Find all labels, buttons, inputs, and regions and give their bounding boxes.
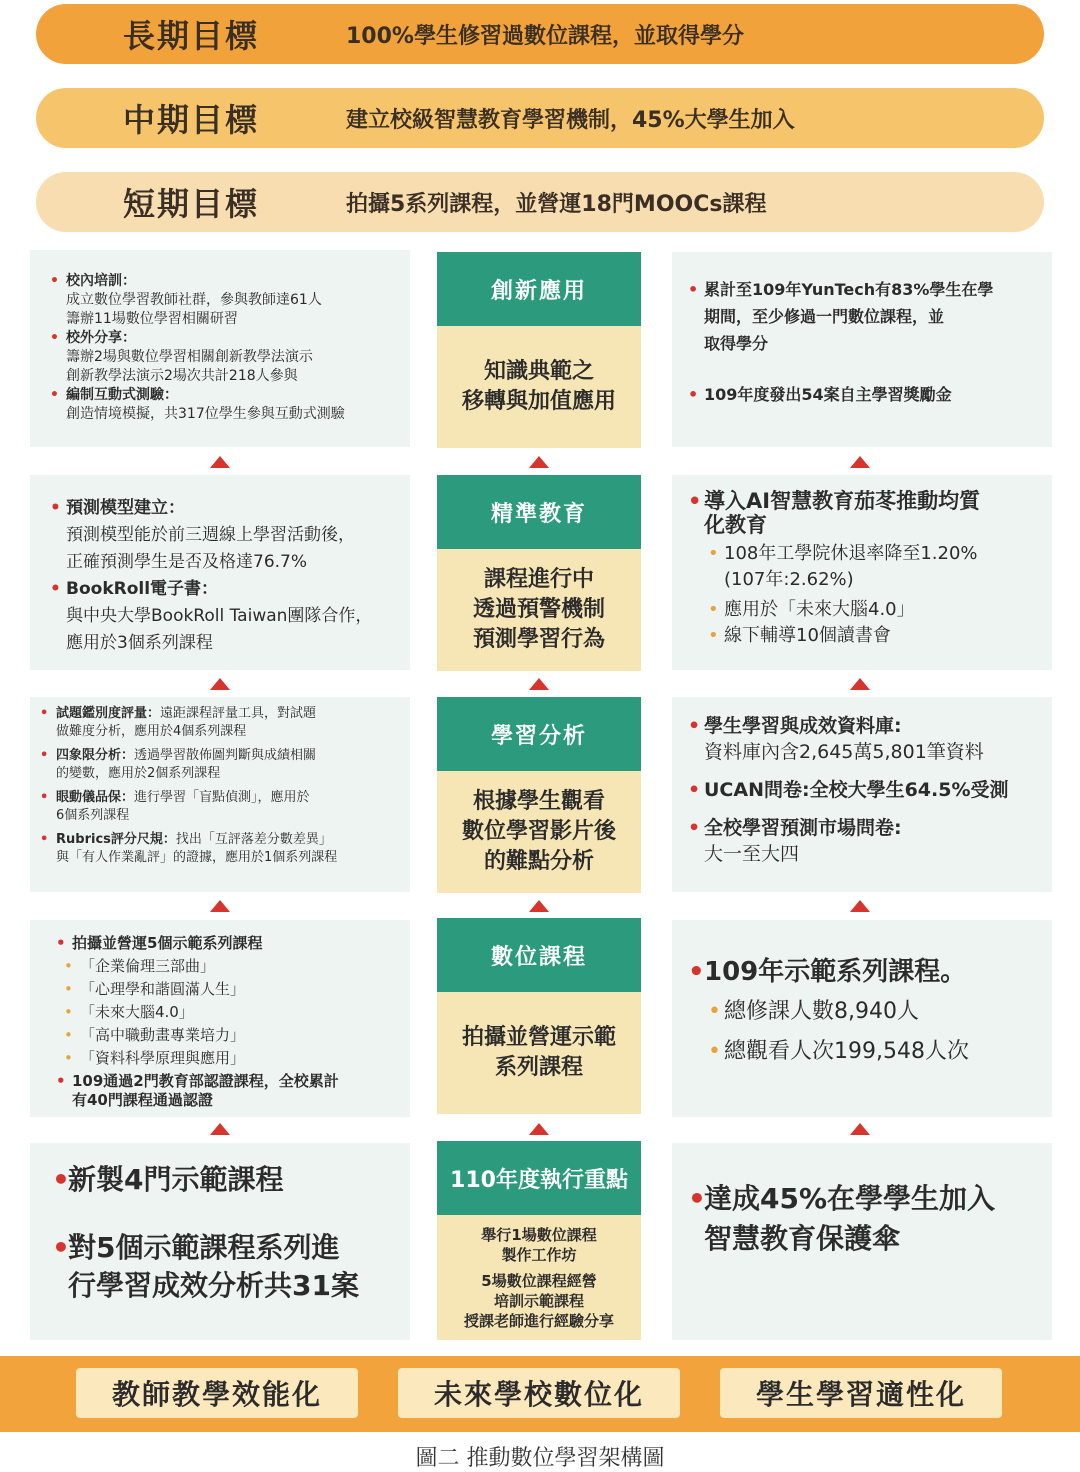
left2-item: • 預測模型建立： 預測模型能於前三週線上學習活動後， 正確預測學生是否及格達76.7% (50, 495, 402, 576)
goal-mid-text: 建立校級智慧教育學習機制，45%大學生加入 (346, 107, 795, 133)
left4-sub: • 「資料科學原理與應用」 (58, 1047, 402, 1070)
center-body-1: 知識典範之 移轉與加值應用 (437, 326, 641, 448)
arrow-up-icon (529, 456, 549, 468)
center-body-3: 根據學生觀看 數位學習影片後 的難點分析 (437, 771, 641, 893)
left-panel-2 (30, 475, 410, 670)
center-body-4: 拍攝並營運示範 系列課程 (437, 992, 641, 1114)
arrow-up-icon (210, 678, 230, 690)
left5-item: • 對5個示範課程系列進 行學習成效分析共31案 (52, 1229, 402, 1305)
arrow-up-icon (850, 900, 870, 912)
arrow-up-icon (529, 678, 549, 690)
left3-item: • 試題鑑別度評量：遠距課程評量工具，對試題 做難度分析，應用於4個系列課程 (40, 705, 404, 741)
center-box-3 (437, 697, 641, 893)
left4-sub: • 「企業倫理三部曲」 (58, 955, 402, 978)
center-body-2: 課程進行中 透過預警機制 預測學習行為 (437, 549, 641, 671)
goal-short (36, 172, 1044, 232)
arrow-up-icon (850, 1123, 870, 1135)
left5-item: • 新製4門示範課程 (52, 1161, 402, 1199)
goal-mid-name: 中期目標 (122, 101, 259, 139)
right4-sub: • 總觀看人次199,548人次 (702, 1032, 1042, 1072)
left4-sub: • 「未來大腦4.0」 (58, 1001, 402, 1024)
goal-long-name: 長期目標 (122, 17, 259, 55)
right1-item: • 累計至109年YunTech有83%學生在學 期間，至少修過一門數位課程，並 取得學分 (688, 276, 1038, 357)
right5-item: • 達成45%在學學生加入 智慧教育保護傘 (688, 1179, 1042, 1259)
right2-sub: • 應用於「未來大腦4.0」 (702, 597, 1042, 623)
right4-head: • 109年示範系列課程。 (688, 952, 1042, 992)
right2-head: • 導入AI智慧教育茄苳推動均質 化教育 (688, 489, 1042, 537)
right4-sub: • 總修課人數8,940人 (702, 992, 1042, 1032)
goal-mid (36, 88, 1044, 148)
bottom-pill-student: 學生學習適性化 (720, 1368, 1002, 1418)
left-panel-4 (30, 920, 410, 1117)
goal-short-name: 短期目標 (122, 185, 259, 223)
bottom-pill-teacher: 教師教學效能化 (76, 1368, 358, 1418)
arrow-up-icon (850, 456, 870, 468)
left4-item: • 拍攝並營運5個示範系列課程 (56, 932, 402, 955)
right1-item: • 109年度發出54案自主學習獎勵金 (688, 381, 1038, 408)
center-body-5: 舉行1場數位課程 製作工作坊 5場數位課程經營 培訓示範課程 授課老師進行經驗分享 (437, 1215, 641, 1340)
left4-item: • 109通過2門教育部認證課程，全校累計 有40門課程通過認證 (56, 1072, 402, 1110)
arrow-up-icon (210, 1123, 230, 1135)
center-title-5: 110年度執行重點 (437, 1141, 641, 1215)
center-box-5 (437, 1141, 641, 1340)
left-panel-1 (30, 250, 410, 447)
arrow-up-icon (850, 678, 870, 690)
left4-sub: • 「高中職動畫專業培力」 (58, 1024, 402, 1047)
arrow-up-icon (529, 900, 549, 912)
left3-item: • 眼動儀品保：進行學習「盲點偵測」，應用於 6個系列課程 (40, 789, 404, 825)
left4-sub: • 「心理學和諧圓滿人生」 (58, 978, 402, 1001)
left1-item: • 校內培訓： 成立數位學習教師社群，參與教師達61人 籌辦11場數位學習相關研習 (50, 272, 400, 329)
goal-long (36, 4, 1044, 64)
right-panel-5 (672, 1143, 1052, 1340)
center-box-1 (437, 252, 641, 448)
goal-short-text: 拍攝5系列課程，並營運18門MOOCs課程 (346, 191, 767, 217)
left-panel-5 (30, 1143, 410, 1340)
arrow-up-icon (210, 900, 230, 912)
left1-item: • 校外分享： 籌辦2場與數位學習相關創新教學法演示 創新教學法演示2場次共計218人參與 (50, 329, 400, 386)
right-panel-1 (672, 252, 1052, 447)
figure-caption: 圖二 推動數位學習架構圖 (415, 1446, 665, 1471)
left1-item: • 編制互動式測驗： 創造情境模擬，共317位學生參與互動式測驗 (50, 386, 400, 424)
center-title-2: 精準教育 (437, 475, 641, 549)
center-box-2 (437, 475, 641, 671)
left2-item: • BookRoll電子書： 與中央大學BookRoll Taiwan團隊合作， 應用於3個系列課程 (50, 576, 402, 657)
right3-item: • 全校學習預測市場問卷: 大一至大四 (688, 815, 1042, 867)
right3-item: • UCAN問卷:全校大學生64.5%受測 (688, 777, 1042, 803)
arrow-up-icon (529, 1123, 549, 1135)
goal-long-text: 100%學生修習過數位課程，並取得學分 (346, 23, 744, 49)
center-title-3: 學習分析 (437, 697, 641, 771)
bottom-pill-school: 未來學校數位化 (398, 1368, 680, 1418)
arrow-up-icon (210, 456, 230, 468)
left3-item: • Rubrics評分尺規：找出「互評落差分數差異」 與「有人作業亂評」的證據，應用於1個系列課程 (40, 831, 404, 867)
right2-sub: • 108年工學院休退率降至1.20% (107年:2.62%) (702, 541, 1042, 593)
center-title-4: 數位課程 (437, 918, 641, 992)
right-panel-2 (672, 475, 1052, 670)
right-panel-4 (672, 920, 1052, 1117)
left3-item: • 四象限分析：透過學習散佈圖判斷與成績相關 的變數，應用於2個系列課程 (40, 747, 404, 783)
center-title-1: 創新應用 (437, 252, 641, 326)
left-panel-3 (30, 697, 410, 892)
center-box-4 (437, 918, 641, 1114)
right3-item: • 學生學習與成效資料庫: 資料庫內含2,645萬5,801筆資料 (688, 713, 1042, 765)
right-panel-3 (672, 697, 1052, 892)
right2-sub: • 線下輔導10個讀書會 (702, 623, 1042, 649)
